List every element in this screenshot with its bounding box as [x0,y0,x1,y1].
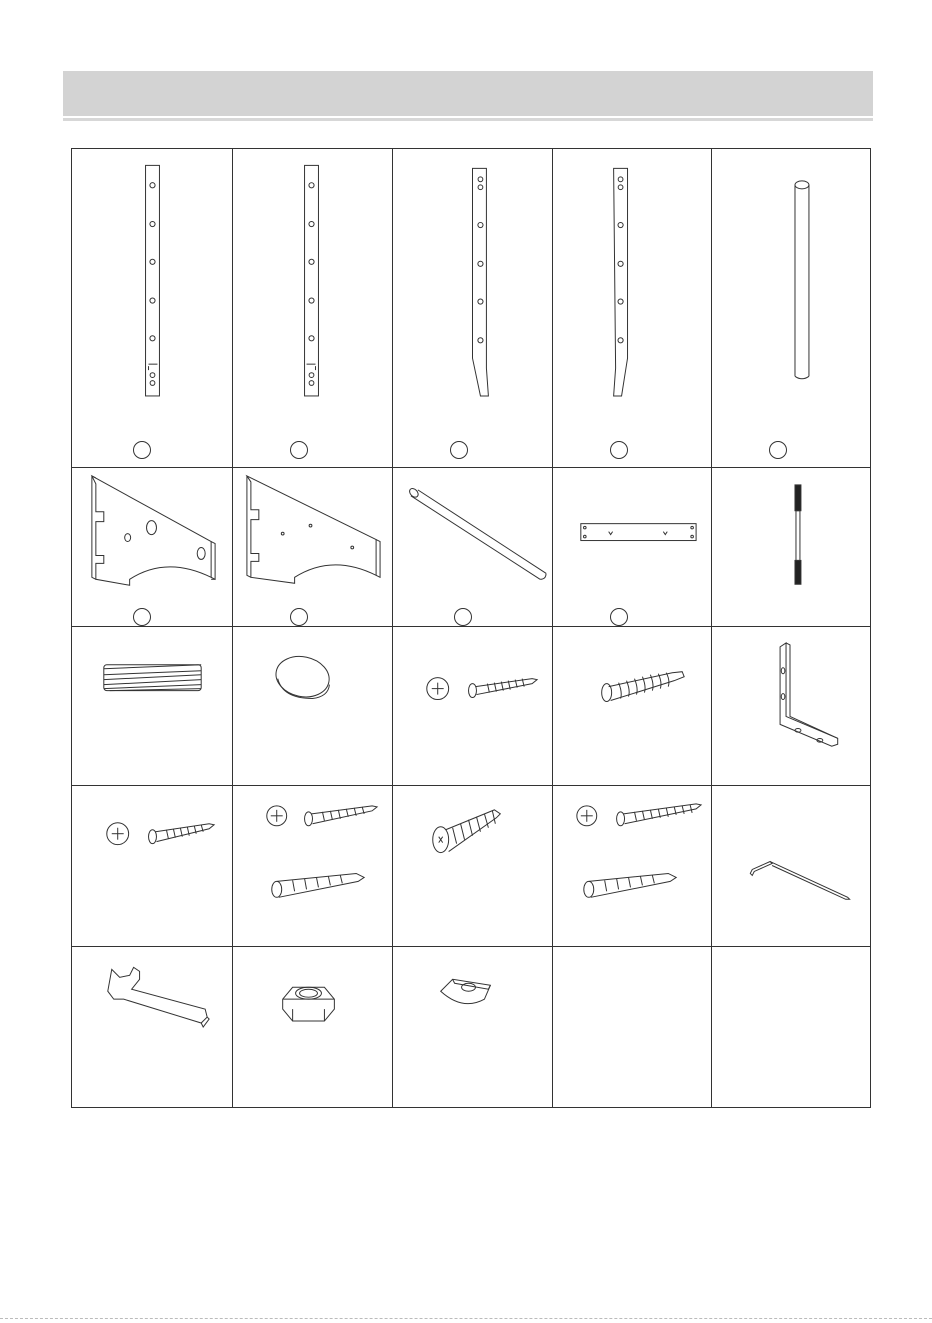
part-cell-16 [72,786,233,947]
hex-nut-icon [233,947,392,1107]
empty-cell [712,947,871,1107]
confirmat-screw-icon [553,627,711,785]
part-label [133,441,151,459]
cover-cap-icon [233,627,392,785]
part-cell-14 [553,627,712,786]
part-cell-1 [72,149,233,468]
part-cell-9 [553,468,712,627]
machine-bolt-icon [393,786,552,946]
footer-rule [0,1318,932,1320]
angle-bracket-icon [712,627,871,785]
part-cell-5 [712,149,871,468]
part-cell-4 [553,149,712,468]
cross-bar-icon [553,468,711,626]
part-cell-17 [233,786,393,947]
part-label [450,441,468,459]
screw-and-wall-plug-icon [233,786,392,946]
part-cell-15 [712,627,871,786]
part-cell-19 [553,786,712,947]
part-label [610,608,628,626]
screw-and-wall-plug-long-icon [553,786,711,946]
part-cell-2 [233,149,393,468]
part-cell-10 [712,468,871,627]
part-label [290,608,308,626]
wall-rail-right-icon [233,149,392,467]
part-cell-12 [233,627,393,786]
side-panel-large-holes-icon [72,468,232,626]
header-rule [63,118,873,121]
wood-screw-icon [393,627,552,785]
part-cell-13 [393,627,553,786]
wedge-nut-icon [393,947,552,1107]
part-label [290,441,308,459]
part-cell-21 [72,947,233,1107]
threaded-rod-icon [712,468,871,626]
part-cell-18 [393,786,553,947]
upright-leg-left-icon [393,149,552,467]
wooden-dowel-icon [72,627,232,785]
upright-leg-right-icon [553,149,711,467]
side-panel-small-holes-icon [233,468,392,626]
part-label [610,441,628,459]
part-cell-20 [712,786,871,947]
rod-icon [712,149,871,467]
part-label [454,608,472,626]
part-cell-23 [393,947,553,1107]
part-cell-8 [393,468,553,627]
long-screw-icon [72,786,232,946]
wall-rail-left-icon [72,149,232,467]
header-bar [63,71,873,116]
part-cell-6 [72,468,233,627]
part-label [769,441,787,459]
part-cell-22 [233,947,393,1107]
parts-grid [71,148,871,1108]
spanner-icon [72,947,232,1107]
allen-key-icon [712,786,871,946]
part-cell-11 [72,627,233,786]
part-cell-3 [393,149,553,468]
empty-cell [553,947,712,1107]
part-cell-7 [233,468,393,627]
tube-icon [393,468,552,626]
part-label [133,608,151,626]
